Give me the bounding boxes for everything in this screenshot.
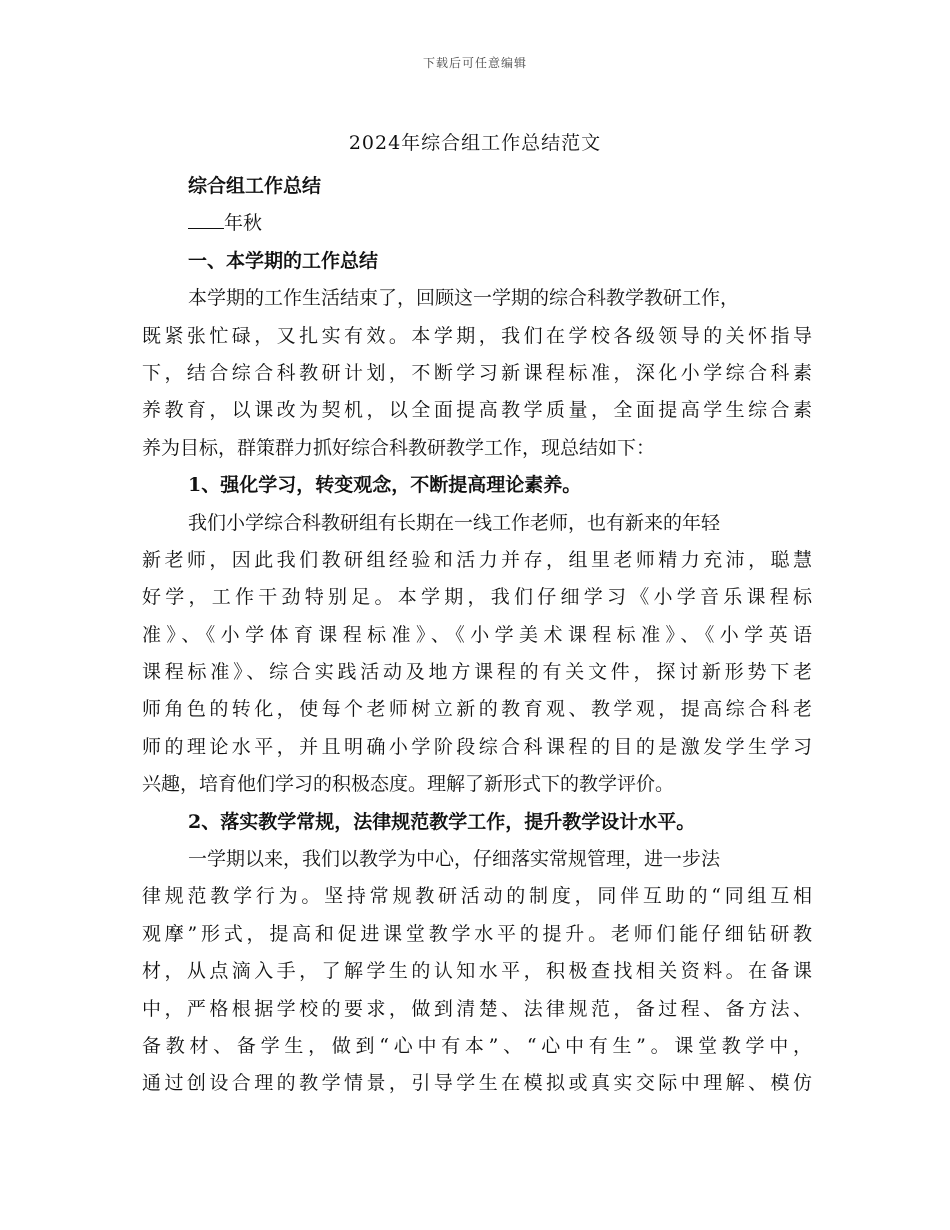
paragraph-line: 准》、《小学体育课程标准》、《小学美术课程标准》、《小学英语 (142, 623, 812, 646)
paragraph-line: 备教材、备学生，做到“心中有本”、“心中有生”。课堂教学中， (142, 1034, 812, 1057)
season-line (142, 205, 812, 242)
subheading-1: 1、强化学习，转变观念，不断提高理论素养。 (188, 474, 582, 497)
paragraph-line: 本学期的工作生活结束了，回顾这一学期的综合科教学教研工作， (188, 287, 740, 310)
paragraph-line: 材，从点滴入手，了解学生的认知水平，积极查找相关资料。在备课 (142, 960, 812, 983)
paragraph-line: 课程标准》、综合实践活动及地方课程的有关文件，探讨新形势下老 (142, 661, 812, 684)
paragraph-line: 养教育，以课改为契机，以全面提高教学质量，全面提高学生综合素 (142, 399, 812, 422)
paragraph-line: 下，结合综合科教研计划，不断学习新课程标准，深化小学综合科素 (142, 361, 812, 384)
document-body (142, 168, 812, 1103)
paragraph-line: 养为目标，群策群力抓好综合科教研教学工作，现总结如下： (142, 436, 656, 459)
paragraph-line: 观摩”形式，提高和促进课堂教学水平的提升。老师们能仔细钻研教 (142, 922, 812, 945)
subtitle: 综合组工作总结 (188, 175, 322, 197)
paragraph-line: 师角色的转化，使每个老师树立新的教育观、教学观，提高综合科老 (142, 698, 812, 721)
paragraph-line: 新老师，因此我们教研组经验和活力并存，组里老师精力充沛，聪慧 (142, 548, 812, 571)
season-text: 年秋 (224, 212, 263, 235)
paragraph-line: 通过创设合理的教学情景，引导学生在模拟或真实交际中理解、模仿 (142, 1072, 812, 1095)
paragraph-line: 一学期以来，我们以教学为中心，仔细落实常规管理，进一步法 (188, 848, 721, 871)
blank-underline (188, 206, 224, 229)
paragraph-line: 中，严格根据学校的要求，做到清楚、法律规范，备过程、备方法、 (142, 997, 812, 1020)
paragraph-line: 律规范教学行为。坚持常规教研活动的制度，同伴互助的“同组互相 (142, 885, 812, 908)
header-note: 下载后可任意编辑 (422, 56, 527, 70)
document-title: 2024年综合组工作总结范文 (348, 132, 602, 154)
paragraph-line: 好学，工作干劲特别足。本学期，我们仔细学习《小学音乐课程标 (142, 586, 812, 609)
paragraph-line: 师的理论水平，并且明确小学阶段综合科课程的目的是激发学生学习 (142, 735, 812, 758)
paragraph-line: 我们小学综合科教研组有长期在一线工作老师，也有新来的年轻 (188, 511, 721, 534)
paragraph-line: 既紧张忙碌，又扎实有效。本学期，我们在学校各级领导的关怀指导 (142, 324, 812, 347)
paragraph-line: 兴趣，培育他们学习的积极态度。理解了新形式下的教学评价。 (142, 773, 675, 796)
section-heading-1: 一、本学期的工作总结 (188, 249, 379, 272)
subheading-2: 2、落实教学常规，法律规范教学工作，提升教学设计水平。 (188, 810, 696, 833)
